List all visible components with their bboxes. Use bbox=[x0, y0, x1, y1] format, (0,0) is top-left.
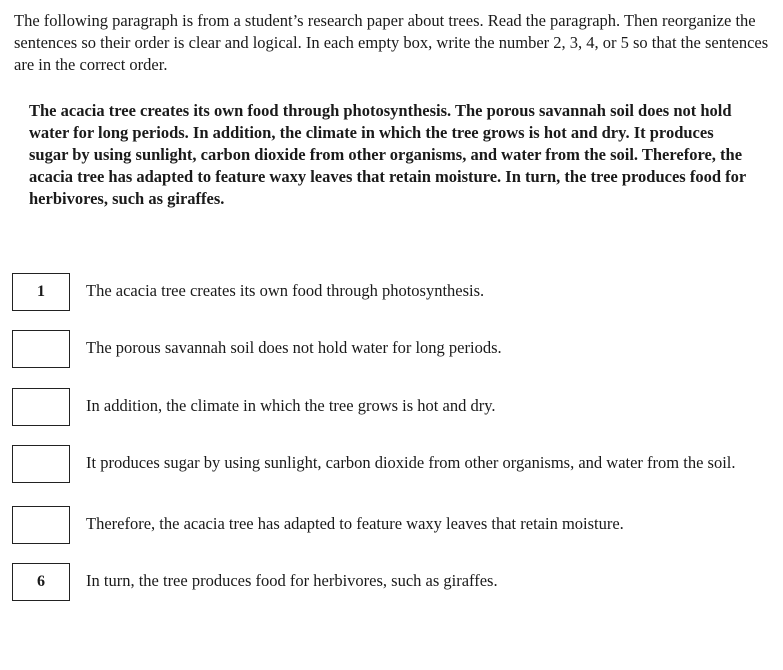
sentence-row-2 bbox=[12, 330, 772, 368]
order-box-1: 1 bbox=[12, 273, 70, 311]
order-box-6: 6 bbox=[12, 563, 70, 601]
sentence-text-1: The acacia tree creates its own food through photosynthesis. bbox=[86, 281, 485, 300]
sentence-row-6 bbox=[12, 563, 772, 601]
sentence-row-1 bbox=[12, 273, 772, 311]
sentence-row-3 bbox=[12, 388, 772, 426]
order-box-2[interactable] bbox=[12, 330, 70, 368]
student-paragraph: The acacia tree creates its own food through photosynthesis. The porous savannah soil does not hold water for long periods. In addition, the climate in which the tree grows is hot and dry. It produces sugar by using sunlight, carbon dioxide from other organisms, and water from the soil. Therefore, the acacia tree has adapted to feature waxy leaves that retain moisture. In turn, the tree produces food for herbivores, such as giraffes. bbox=[29, 101, 746, 208]
sentence-row-4 bbox=[12, 445, 772, 483]
sentence-text-4: It produces sugar by using sunlight, carbon dioxide from other organisms, and water from the soil. bbox=[86, 453, 736, 472]
order-box-5[interactable] bbox=[12, 506, 70, 544]
sentence-text-3: In addition, the climate in which the tree grows is hot and dry. bbox=[86, 396, 496, 415]
sentence-text-6: In turn, the tree produces food for herbivores, such as giraffes. bbox=[86, 571, 498, 590]
sentence-text-2: The porous savannah soil does not hold water for long periods. bbox=[86, 338, 502, 357]
order-box-4[interactable] bbox=[12, 445, 70, 483]
order-box-3[interactable] bbox=[12, 388, 70, 426]
sentence-text-5: Therefore, the acacia tree has adapted to feature waxy leaves that retain moisture. bbox=[86, 514, 624, 533]
instructions-text: The following paragraph is from a student’s research paper about trees. Read the paragraph. Then reorganize the sentences so their order is clear and logical. In each empty box, write the number 2, 3, 4, or 5 so that the sentences are in the correct order. bbox=[14, 11, 769, 74]
sentence-row-5 bbox=[12, 506, 772, 544]
